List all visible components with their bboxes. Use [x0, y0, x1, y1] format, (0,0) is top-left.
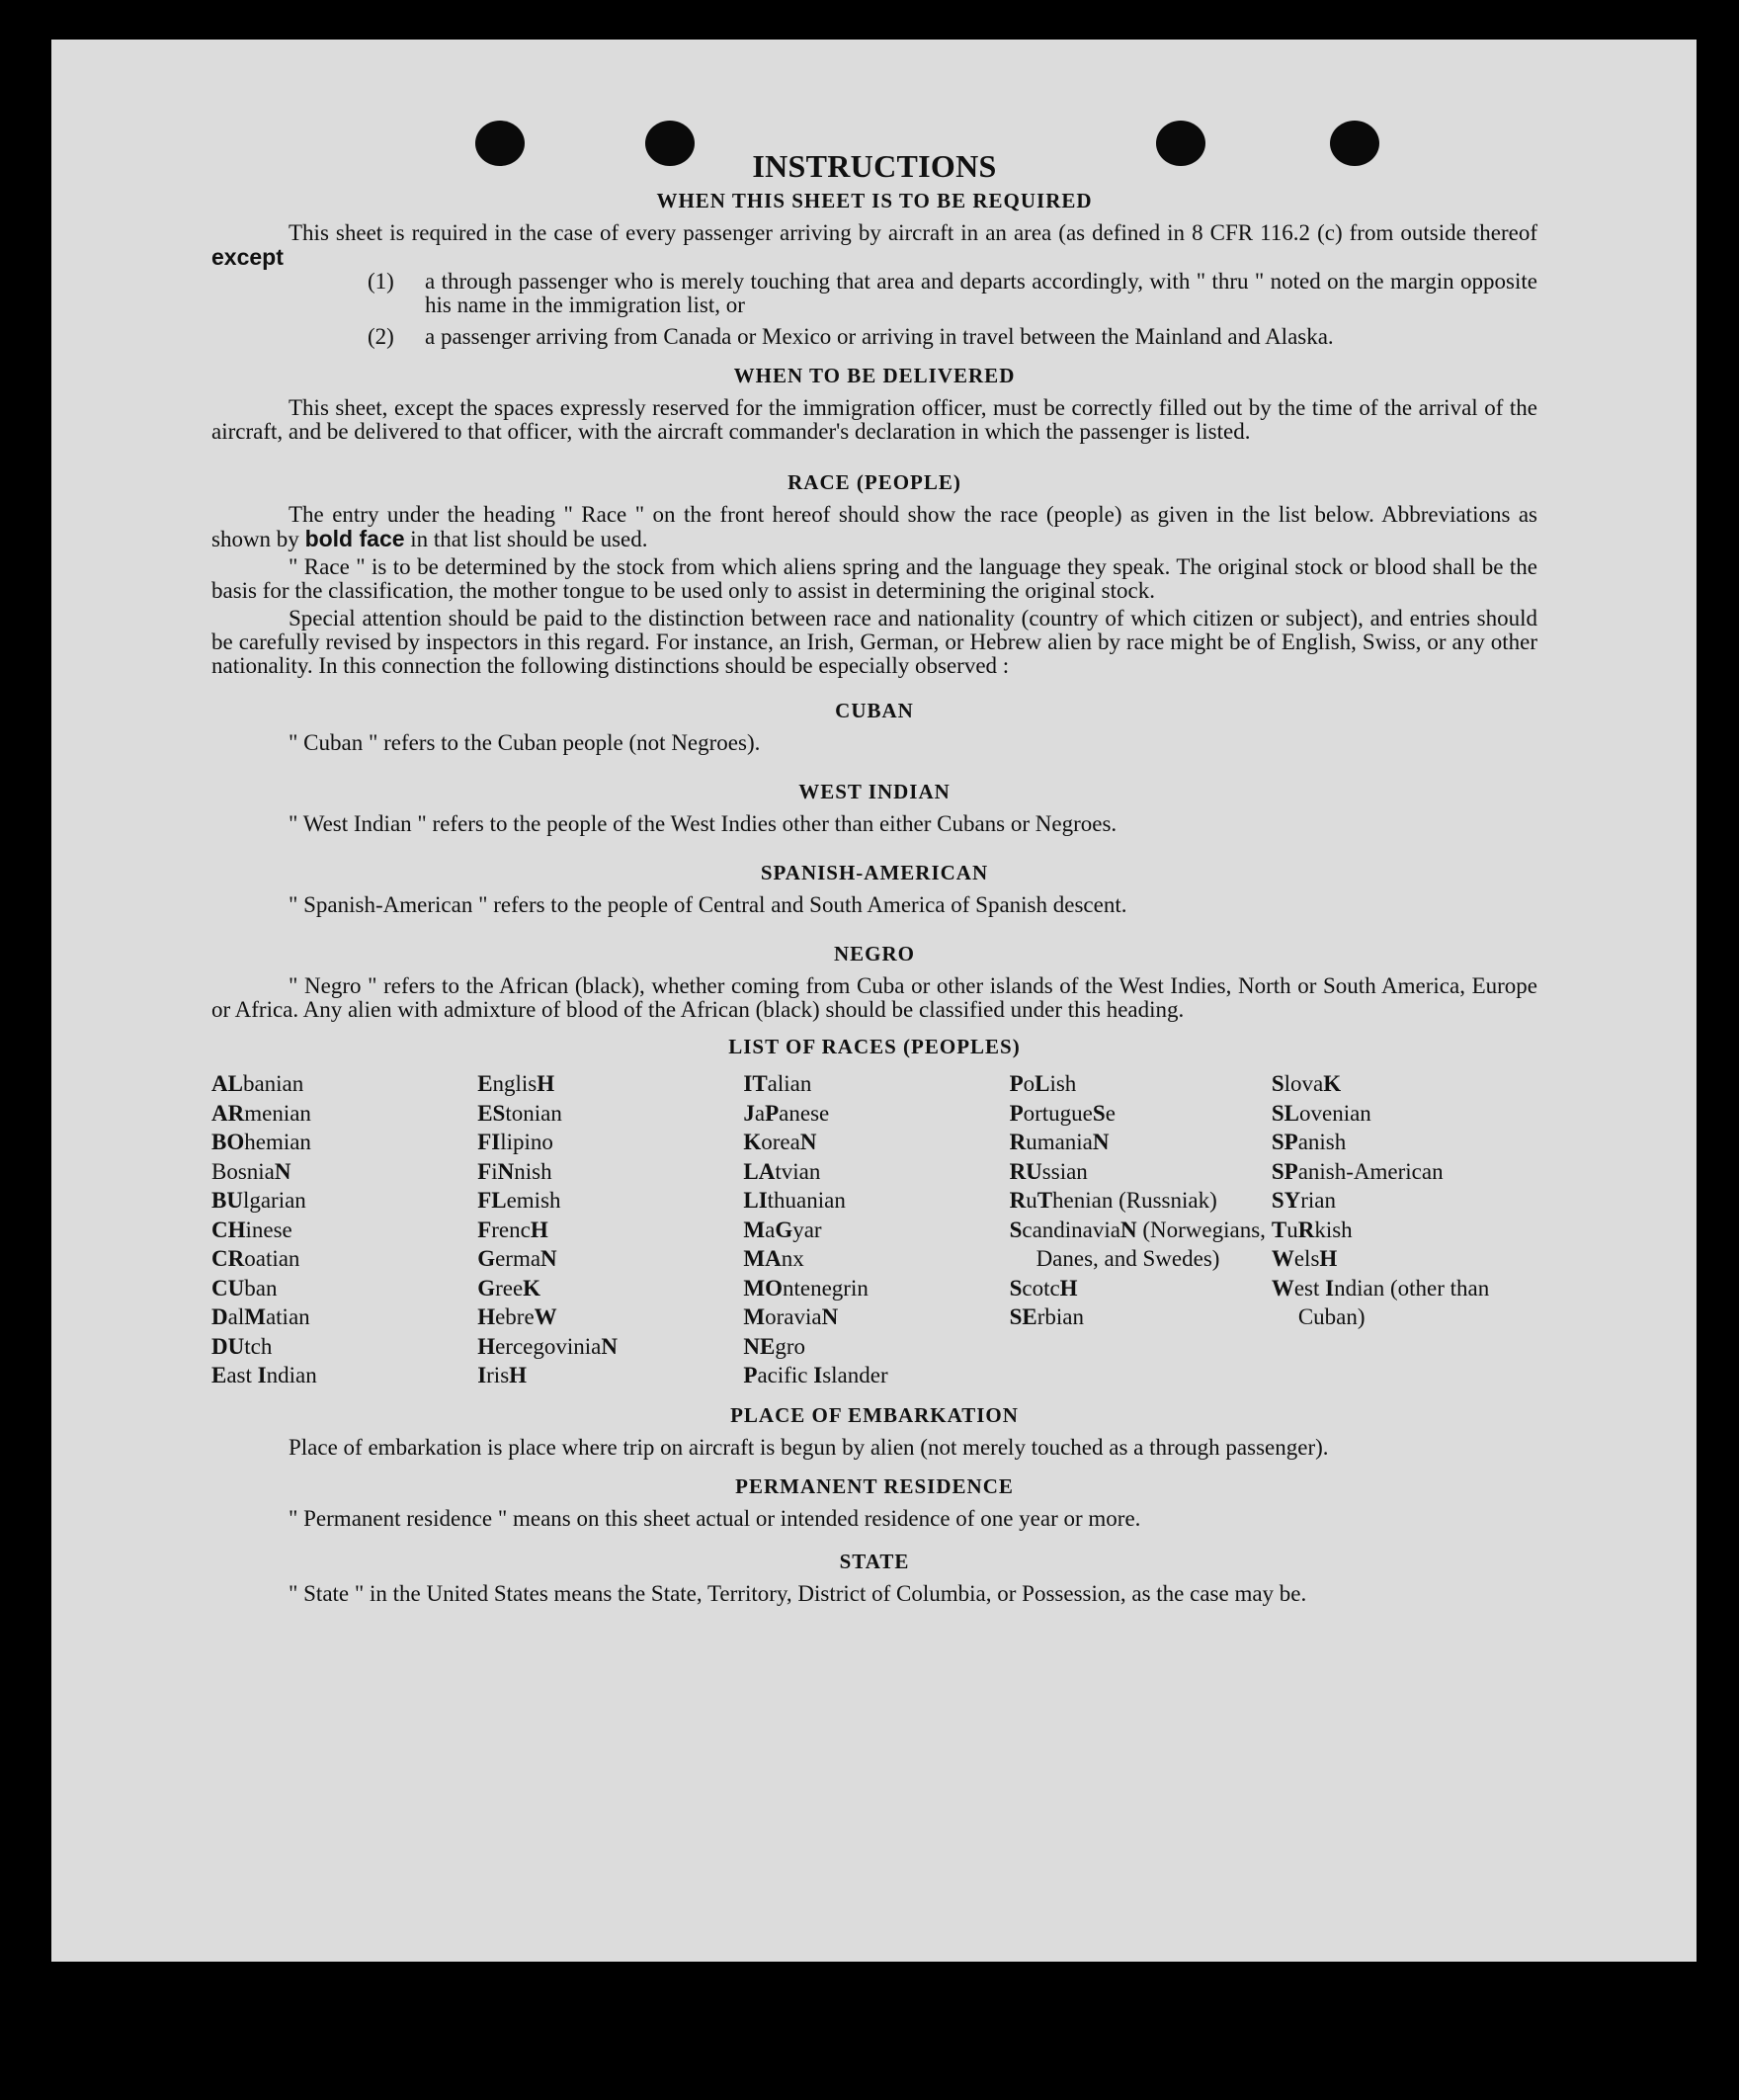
race-p1-after: in that list should be used. [410, 527, 648, 551]
state-text: " State " in the United States means the State, Territory, District of Columbia, or Possession, as the case may be. [289, 1580, 1307, 1606]
exception-number: (2) [368, 324, 394, 349]
race-entry: MoraviaN [743, 1304, 839, 1329]
race-entry: JaPanese [743, 1100, 830, 1126]
race-entry: SYrian [1271, 1188, 1337, 1213]
race-entry: ScotcH [1009, 1275, 1078, 1301]
race-entry: LIthuanian [743, 1188, 846, 1213]
race-entry: MAnx [743, 1246, 804, 1271]
race-entry: BUlgarian [211, 1188, 306, 1213]
heading-cuban: CUBAN [835, 699, 914, 722]
race-entry: NEgro [743, 1333, 805, 1359]
west-indian-text: " West Indian " refers to the people of the West Indies other than either Cubans or Negroes. [289, 811, 1118, 836]
race-entry: BOhemian [211, 1130, 311, 1154]
heading-when-required: WHEN THIS SHEET IS TO BE REQUIRED [656, 189, 1093, 212]
race-entry: BosniaN [211, 1158, 291, 1184]
exception-text: a through passenger who is merely touching that area and departs accordingly, with " thru " noted on the margin opposite his name in the immigration list, or [425, 269, 1537, 317]
instructions-body [211, 146, 1537, 1606]
exception-item-2 [211, 325, 1537, 349]
race-entry: SErbian [1009, 1304, 1084, 1329]
embarkation-text: Place of embarkation is place where trip on aircraft is begun by alien (not merely touched as a through passenger). [289, 1434, 1329, 1460]
race-entry: KoreaN [743, 1130, 817, 1154]
race-entry: EStonian [477, 1100, 562, 1126]
required-intro-text: This sheet is required in the case of every passenger arriving by aircraft in an area (as defined in 8 CFR 116.2 (c) from outside thereof [289, 220, 1537, 245]
race-entry: CUban [211, 1275, 278, 1301]
race-entry: EnglisH [477, 1071, 555, 1096]
race-entry: SPanish [1271, 1130, 1347, 1154]
race-entry: PoLish [1009, 1071, 1077, 1096]
required-intro-except: except [211, 244, 284, 270]
race-entry: Pacific Islander [743, 1363, 888, 1387]
race-paragraph-3: Special attention should be paid to the distinction between race and nationality (country of which citizen or subject), and entries should be carefully revised by inspectors in this regard. For instance, an Irish, German, or Hebrew alien by race might be of English, Swiss, or any other nationality. In this connection the following distinctions should be especially observed : [211, 606, 1537, 678]
race-entry: SPanish-American [1271, 1158, 1444, 1184]
race-entry: IrisH [477, 1363, 528, 1387]
race-entry: DalMatian [211, 1304, 310, 1329]
race-paragraph-1 [211, 503, 1537, 551]
exception-number: (1) [368, 269, 394, 294]
race-entry: GermaN [477, 1246, 557, 1271]
heading-when-delivered: WHEN TO BE DELIVERED [733, 364, 1016, 387]
heading-west-indian: WEST INDIAN [798, 780, 951, 803]
race-column [743, 1069, 1009, 1390]
race-entry: ARmenian [211, 1100, 311, 1126]
race-entry: CRoatian [211, 1246, 300, 1271]
required-intro [211, 221, 1537, 270]
race-entry: TuRkish [1271, 1217, 1353, 1242]
race-entry: MaGyar [743, 1217, 822, 1242]
race-entry: FLemish [477, 1188, 561, 1213]
race-entry: FrencH [477, 1217, 548, 1242]
race-entry: HercegoviniaN [477, 1333, 618, 1359]
race-entry: WelsH [1271, 1246, 1338, 1271]
page-title: INSTRUCTIONS [752, 148, 997, 184]
race-entry: SlovaK [1271, 1071, 1342, 1096]
race-entry: SLovenian [1271, 1100, 1371, 1126]
race-entry: MOntenegrin [743, 1275, 869, 1301]
race-entry: ITalian [743, 1071, 812, 1096]
race-entry: CHinese [211, 1217, 292, 1242]
race-entry: ALbanian [211, 1071, 304, 1096]
race-entry: GreeK [477, 1275, 541, 1301]
heading-race: RACE (PEOPLE) [787, 470, 961, 494]
race-column [1010, 1069, 1272, 1390]
residence-text: " Permanent residence " means on this sheet actual or intended residence of one year or more. [289, 1505, 1141, 1531]
race-entry: ScandinaviaN (Norwegians, Danes, and Swedes) [1009, 1217, 1266, 1271]
race-entry: West Indian (other than Cuban) [1271, 1275, 1490, 1329]
race-entry: RUssian [1009, 1158, 1088, 1184]
heading-permanent-residence: PERMANENT RESIDENCE [735, 1473, 1014, 1498]
race-list [211, 1069, 1537, 1390]
race-p1-bold: bold face [304, 526, 405, 551]
race-entry: HebreW [477, 1304, 557, 1329]
race-entry: DUtch [211, 1333, 273, 1359]
race-column [211, 1069, 477, 1390]
race-p1-text: The entry under the heading " Race " on the front hereof should show the race (people) as given in the list below. Abbreviations as shown by [211, 502, 1537, 551]
exception-text: a passenger arriving from Canada or Mexico or arriving in travel between the Mainland and Alaska. [425, 324, 1334, 349]
spanish-american-text: " Spanish-American " refers to the people of Central and South America of Spanish descent. [289, 892, 1127, 917]
negro-text: " Negro " refers to the African (black), whether coming from Cuba or other islands of the West Indies, North or South America, Europe or Africa. Any alien with admixture of blood of the African (black) should be classified under this heading. [211, 973, 1537, 1022]
cuban-text: " Cuban " refers to the Cuban people (not Negroes). [289, 730, 761, 755]
heading-state: STATE [839, 1549, 910, 1573]
race-paragraph-2: " Race " is to be determined by the stock from which aliens spring and the language they speak. The original stock or blood shall be the basis for the classification, the mother tongue to be used only to assist in determining the original stock. [211, 554, 1537, 603]
heading-list-of-races: LIST OF RACES (PEOPLES) [728, 1035, 1021, 1058]
race-entry: FIlipino [477, 1130, 553, 1154]
heading-negro: NEGRO [833, 942, 915, 966]
heading-spanish-american: SPANISH-AMERICAN [760, 861, 989, 884]
race-entry: RumaniaN [1009, 1130, 1110, 1154]
race-entry: RuThenian (Russniak) [1009, 1188, 1217, 1213]
delivered-text: This sheet, except the spaces expressly reserved for the immigration officer, must be correctly filled out by the time of the arrival of the aircraft, and be delivered to that officer, with the aircraft commander's declaration in which the passenger is listed. [211, 395, 1537, 444]
heading-embarkation: PLACE OF EMBARKATION [730, 1402, 1019, 1427]
race-column [477, 1069, 743, 1390]
race-entry: PortugueSe [1009, 1100, 1116, 1126]
exception-item-1 [211, 270, 1537, 317]
race-entry: LAtvian [743, 1158, 821, 1184]
race-entry: East Indian [211, 1363, 317, 1387]
race-column [1272, 1069, 1537, 1390]
race-entry: FiNnish [477, 1158, 552, 1184]
